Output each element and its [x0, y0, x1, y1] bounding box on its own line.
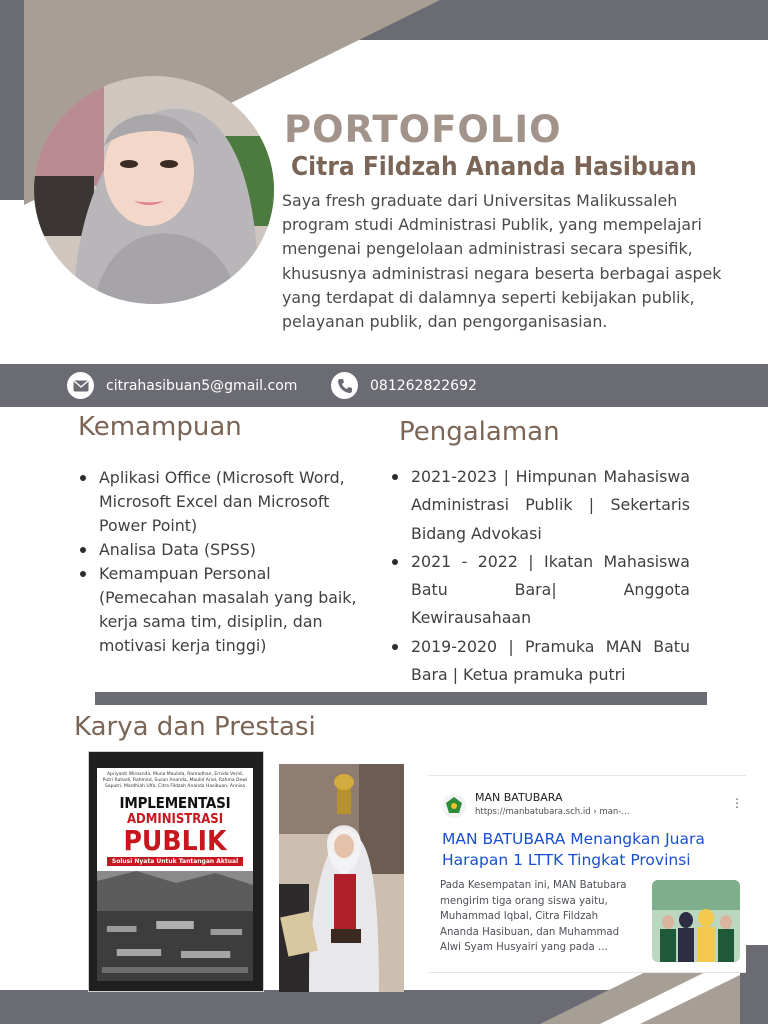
list-item: 2019-2020 | Pramuka MAN Batu Bara | Ketua pramuka putri	[390, 633, 690, 690]
contact-phone[interactable]	[331, 372, 477, 399]
email-text: citrahasibuan5@gmail.com	[106, 377, 298, 394]
list-item: Kemampuan Personal (Pemecahan masalah yang baik, kerja sama tim, disiplin, dan motivasi kerja tinggi)	[78, 562, 370, 658]
news-headline-link[interactable]: MAN BATUBARA Menangkan Juara Harapan 1 LTTK Tingkat Provinsi	[442, 830, 705, 869]
person-name: Citra Fildzah Ananda Hasibuan	[291, 152, 697, 182]
section-divider	[95, 692, 707, 705]
news-thumbnail	[652, 880, 740, 962]
contact-bar	[0, 364, 768, 407]
contact-email[interactable]	[67, 372, 297, 399]
skills-list	[78, 466, 370, 658]
news-search-result[interactable]	[428, 775, 746, 973]
works-title: Karya dan Prestasi	[74, 712, 316, 742]
news-site-name: MAN BATUBARA	[475, 791, 563, 804]
book-title-line-1: IMPLEMENTASI	[119, 794, 231, 812]
school-logo-icon	[442, 794, 466, 818]
book-title-line-3: PUBLIK	[123, 824, 227, 857]
skills-title: Kemampuan	[78, 412, 242, 442]
list-item: Aplikasi Office (Microsoft Word, Microsoft Excel dan Microsoft Power Point)	[78, 466, 370, 538]
more-vertical-icon[interactable]: ⋮	[731, 796, 743, 810]
book-cover	[88, 751, 264, 992]
envelope-icon	[67, 372, 94, 399]
trophy-photo	[279, 764, 404, 992]
experience-title: Pengalaman	[399, 417, 560, 447]
profile-photo	[34, 76, 274, 304]
book-authors: Apriyanti Wiraanda, Muna Maulida, Ramadhan, Ernida Verid, Putri Rahadi, Rahmad, Susan Ananda, Maulid Ariel, Rahma Dewi Saputri, Mardhiah Ulfa, Citra Fildzah Ananda Hasibuan, Annisa	[102, 772, 248, 789]
phone-icon	[331, 372, 358, 399]
experience-list	[390, 463, 690, 689]
news-snippet: Pada Kesempatan ini, MAN Batubara mengirim tiga orang siswa yaitu, Muhammad Iqbal, Citra Fildzah Ananda Hasibuan, dan Muhammad Alwi Syam Husyairi yang pada ...	[440, 880, 627, 953]
news-url[interactable]: https://manbatubara.sch.id › man-...	[475, 807, 630, 817]
list-item: Analisa Data (SPSS)	[78, 538, 370, 562]
phone-text: 081262822692	[370, 377, 477, 394]
page-title: PORTOFOLIO	[284, 108, 562, 151]
book-subtitle: Solusi Nyata Untuk Tantangan Aktual	[107, 857, 243, 866]
list-item: 2021-2023 | Himpunan Mahasiswa Administrasi Publik | Sekertaris Bidang Advokasi	[390, 463, 690, 548]
intro-paragraph: Saya fresh graduate dari Universitas Malikussaleh program studi Administrasi Publik, yang mempelajari mengenai pengelolaan administrasi secara spesifik, khususnya administrasi negara beserta berbagai aspek yang terdapat di dalamnya seperti kebijakan publik, pelayanan publik, dan pengorganisasian.	[282, 191, 722, 332]
list-item: 2021 - 2022 | Ikatan Mahasiswa Batu Bara| Anggota Kewirausahaan	[390, 548, 690, 633]
book-title-line-2: ADMINISTRASI	[126, 812, 224, 827]
book-cover-image	[97, 871, 253, 981]
